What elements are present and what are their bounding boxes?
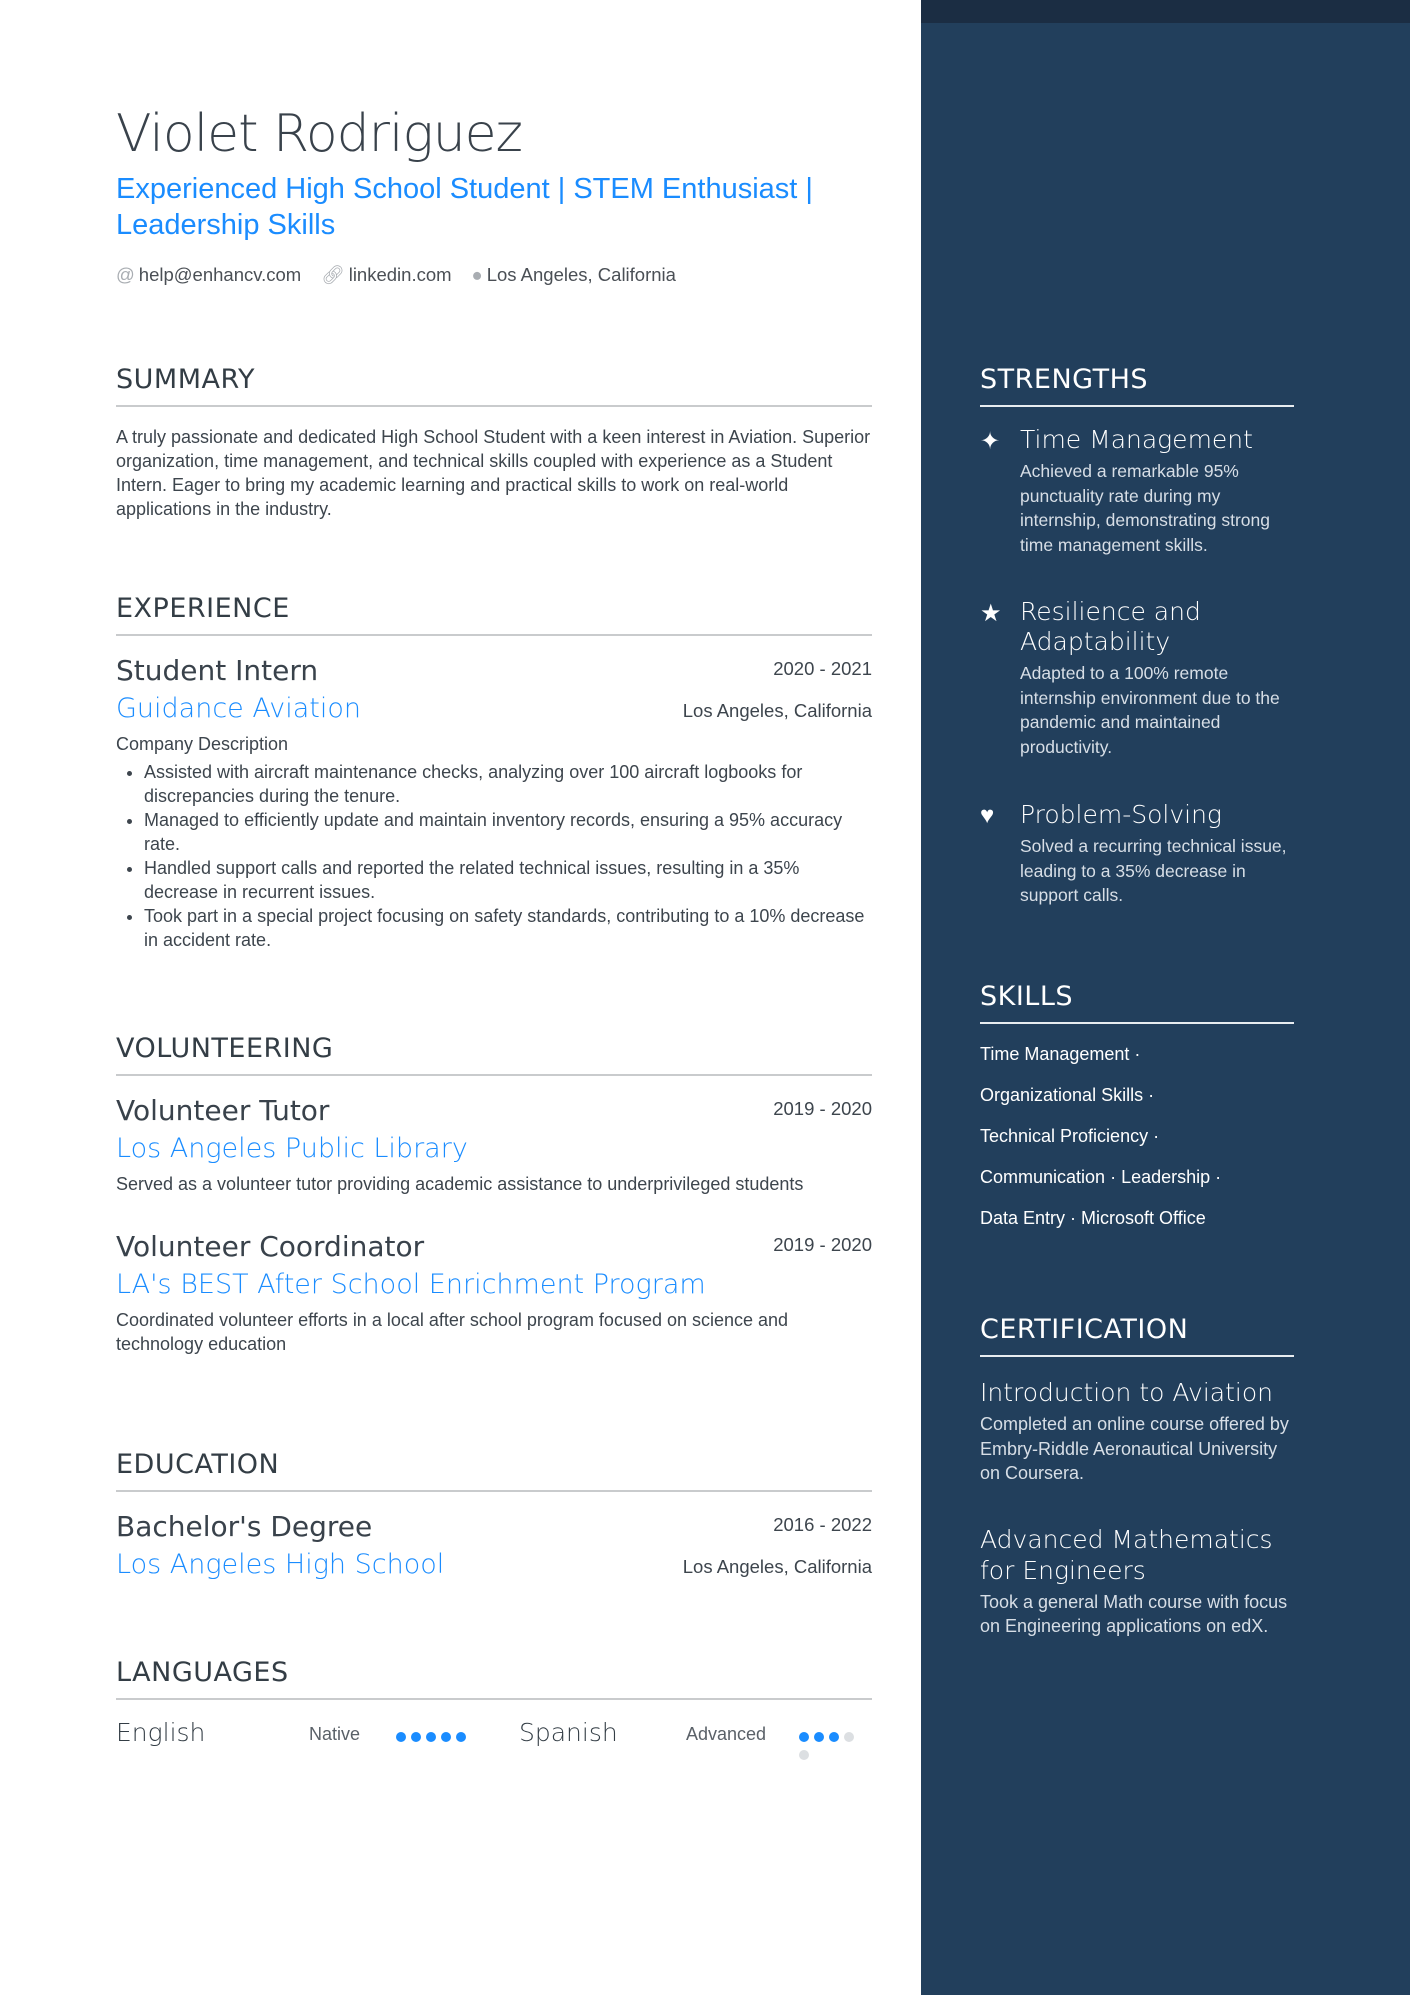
rating-dot-empty <box>844 1732 854 1742</box>
volunteer-org[interactable]: LA's BEST After School Enrichment Program <box>116 1269 706 1300</box>
section-title: LANGUAGES <box>116 1657 289 1688</box>
language-rating <box>799 1729 872 1765</box>
bullet-item: • Handled support calls and reported the related technical issues, resulting in a 35% decrease in recurrent issues. <box>144 856 872 904</box>
divider <box>116 1698 872 1700</box>
volunteer-dates: 2019 - 2020 <box>773 1098 872 1119</box>
languages-list <box>116 1714 872 1764</box>
rating-dot-empty <box>799 1750 809 1760</box>
location-text: Los Angeles, California <box>486 264 676 285</box>
volunteer-description: Coordinated volunteer efforts in a local after school program focused on science and technology education <box>116 1310 789 1354</box>
skill-tag: Communication <box>980 1167 1106 1187</box>
skill-tag: Time Management <box>980 1044 1130 1064</box>
email-text: help@enhancv.com <box>138 264 302 285</box>
skill-tag: Data Entry <box>980 1208 1066 1228</box>
bullet-item: • Managed to efficiently update and maintain inventory records, ensuring a 95% accuracy rate. <box>144 808 872 856</box>
education-section <box>116 1449 872 1580</box>
school-name[interactable]: Los Angeles High School <box>116 1549 445 1580</box>
magic-wand-icon: ✦ <box>980 428 1001 455</box>
divider <box>980 1355 1294 1357</box>
volunteer-entry <box>116 1094 872 1196</box>
volunteer-entry <box>116 1230 872 1356</box>
volunteer-dates: 2019 - 2020 <box>773 1234 872 1255</box>
bullet-item: • Took part in a special project focusing on safety standards, contributing to a 10% decrease in accident rate. <box>144 904 872 952</box>
language-name: English <box>116 1718 206 1747</box>
strength-item <box>980 597 1300 759</box>
volunteer-org[interactable]: Los Angeles Public Library <box>116 1133 468 1164</box>
at-icon: @ <box>116 264 135 285</box>
experience-entry <box>116 654 872 952</box>
company-description: Company Description <box>116 734 289 754</box>
contact-email[interactable] <box>116 264 301 286</box>
divider <box>116 634 872 636</box>
company-name[interactable]: Guidance Aviation <box>116 693 362 724</box>
divider <box>116 1074 872 1076</box>
certification-item <box>980 1377 1294 1486</box>
section-title: CERTIFICATION <box>980 1314 1189 1345</box>
candidate-name: Violet Rodriguez <box>116 104 522 164</box>
experience-section <box>116 593 872 952</box>
rating-dot-filled <box>396 1732 406 1742</box>
rating-dot-filled <box>799 1732 809 1742</box>
contact-location <box>472 264 676 286</box>
school-location: Los Angeles, California <box>682 1556 872 1577</box>
certification-title: Introduction to Aviation <box>980 1378 1273 1407</box>
divider <box>116 405 872 407</box>
skill-tag: Organizational Skills <box>980 1085 1144 1105</box>
contact-info <box>116 264 676 286</box>
certification-description: Took a general Math course with focus on Engineering applications on edX. <box>980 1591 1288 1636</box>
job-dates: 2020 - 2021 <box>773 658 872 679</box>
strength-item <box>980 425 1300 557</box>
strength-title: Resilience and Adaptability <box>1020 597 1201 656</box>
heart-icon: ♥ <box>980 802 995 829</box>
language-name: Spanish <box>519 1718 618 1747</box>
rating-dot-filled <box>441 1732 451 1742</box>
location-pin-icon: ● <box>471 264 483 285</box>
strength-description: Achieved a remarkable 95% punctuality rate during my internship, demonstrating strong time management skills. <box>1020 461 1270 555</box>
skills-list: Time Management · Organizational Skills · Technical Proficiency · Communication · Leadership · Data Entry · Microsoft Office <box>980 1044 1222 1228</box>
section-title: EXPERIENCE <box>116 593 290 624</box>
volunteer-description: Served as a volunteer tutor providing academic assistance to underprivileged students <box>116 1174 804 1194</box>
language-level: Native <box>309 1724 361 1744</box>
rating-dot-filled <box>814 1732 824 1742</box>
volunteering-section <box>116 1033 872 1356</box>
strength-description: Solved a recurring technical issue, leading to a 35% decrease in support calls. <box>1020 836 1287 905</box>
languages-section <box>116 1657 872 1764</box>
rating-dot-filled <box>456 1732 466 1742</box>
summary-section <box>116 364 872 521</box>
summary-text: A truly passionate and dedicated High School Student with a keen interest in Aviation. Superior organization, time management, and technical skills coupled with experience as a Student Intern. Eager to bring my academic learning and practical skills to work on real-world applications in the industry. <box>116 427 871 519</box>
candidate-headline: Experienced High School Student | STEM Enthusiast | Leadership Skills <box>116 173 813 241</box>
job-title: Student Intern <box>116 654 319 687</box>
skill-tag: Technical Proficiency <box>980 1126 1149 1146</box>
certification-section <box>980 1314 1294 1639</box>
section-title: EDUCATION <box>116 1449 280 1480</box>
certification-item <box>980 1524 1294 1639</box>
language-level: Advanced <box>686 1724 767 1744</box>
rating-dot-filled <box>829 1732 839 1742</box>
strength-title: Problem-Solving <box>1020 800 1222 829</box>
skills-section <box>980 981 1294 1249</box>
strength-item <box>980 800 1300 908</box>
section-title: SKILLS <box>980 981 1074 1012</box>
bullet-item: • Assisted with aircraft maintenance checks, analyzing over 100 aircraft logbooks for discrepancies during the tenure. <box>144 760 872 808</box>
certification-title: Advanced Mathematics for Engineers <box>980 1524 1273 1585</box>
divider <box>116 1490 872 1492</box>
rating-dot-filled <box>426 1732 436 1742</box>
skill-tag: Microsoft Office <box>1081 1208 1206 1228</box>
degree: Bachelor's Degree <box>116 1510 373 1543</box>
section-title: STRENGTHS <box>980 364 1149 395</box>
star-icon: ★ <box>980 600 1002 627</box>
sidebar-top-bar <box>921 0 1410 23</box>
section-title: SUMMARY <box>116 364 255 395</box>
link-text: linkedin.com <box>348 264 452 285</box>
job-bullets <box>116 760 872 952</box>
skill-tag: Leadership <box>1121 1167 1211 1187</box>
divider <box>980 1022 1294 1024</box>
language-rating <box>396 1729 471 1747</box>
education-entry <box>116 1510 872 1580</box>
contact-link[interactable] <box>321 264 451 286</box>
strength-description: Adapted to a 100% remote internship environment due to the pandemic and maintained productivity. <box>1020 663 1280 757</box>
volunteer-role: Volunteer Coordinator <box>116 1230 425 1263</box>
link-icon: 🔗︎ <box>321 264 345 285</box>
section-title: VOLUNTEERING <box>116 1033 334 1064</box>
job-location: Los Angeles, California <box>682 700 872 721</box>
education-dates: 2016 - 2022 <box>773 1514 872 1535</box>
certification-description: Completed an online course offered by Embry-Riddle Aeronautical University on Coursera. <box>980 1414 1289 1483</box>
rating-dot-filled <box>411 1732 421 1742</box>
strengths-section <box>980 364 1294 967</box>
strength-title: Time Management <box>1020 425 1253 454</box>
volunteer-role: Volunteer Tutor <box>116 1094 330 1127</box>
